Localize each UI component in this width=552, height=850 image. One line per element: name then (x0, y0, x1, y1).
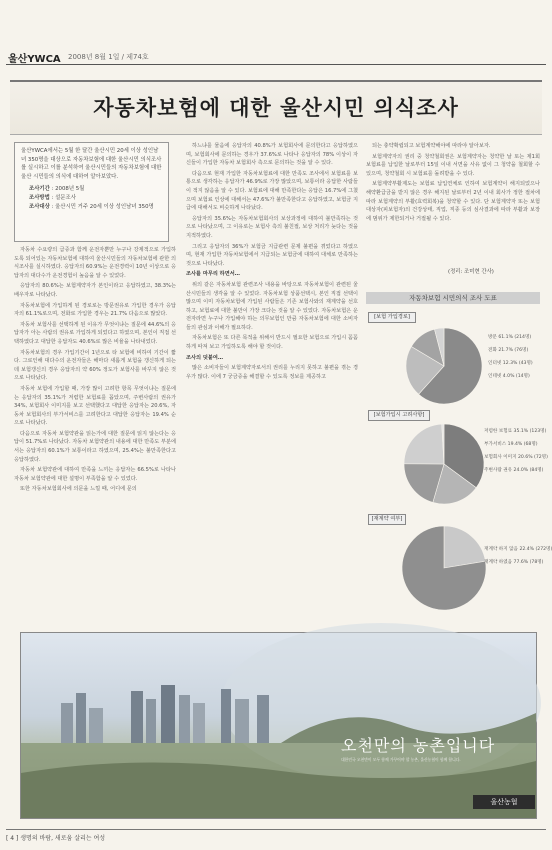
paragraph: 많은 소비자들이 보험계약자로서의 권리를 누리지 못하고 불편을 겪는 경우가 많다. 이에 7 궁금증을 해결할 수 있도록 정보를 제공하고 (186, 365, 358, 380)
paragraph: 또한 자동차보험회사에 의문을 느낄 때, 어디에 문의 (20, 486, 137, 493)
page-footer: [ 4 ] 생명의 바람, 새로움 살리는 여성 (6, 835, 106, 842)
pie-data-label: 전화 21.7% (76명) (488, 348, 529, 353)
chart-title: 자동차보험 시민의식 조사 도표 (366, 292, 540, 304)
intro-text: 울산YWCA에서는 5월 한 달간 울산시민 20세 이상 성인남녀 350명을 대상으로 자동차보험에 대한 울산시민 의식조사를 실시하고 이를 분석하여 울산시민들의 자동차보험에 대한 울산 시민들의 의식에 대하여 알아보았다. (21, 148, 162, 180)
paragraph: 위의 같은 자동차보험 관련조사 내용을 바탕으로 자동차보험이 관련된 울산시민들의 생각을 알 수 있었다. 자동차보험 상품선택시, 본인 직접 선택이 많으며 이미 자동차보험에 가입된 사람들은 기존 보험사와의 재계약을 선호하고, 보험료에 대한 불만이 가장 크다는 것을 알 수 있었다. 자동차보험은 운전자라면 누구나 가입해야 하는 의무보험인 만큼 자동차보험에 대한 소비자들의 관심과 이해가 필요하다. (186, 281, 358, 331)
advertisement (20, 632, 537, 819)
pie-slice (404, 424, 444, 464)
paragraph: 자동차보험의 경우 가입기간이 1년으로 타 보험에 비하여 기간이 짧다. 그로인해 대다수의 운전자들은 해마다 새롭게 보험을 갱신하게 되는데 보험갱신의 경우 응답자의 약 60% 정도가 보험사를 바꾸지 않은 것으로 나타났다. (14, 349, 176, 382)
paragraph: 되는 충약확립되고 보험계약해야에 따라야 알아보자. (372, 143, 491, 149)
article-title: 자동차보험에 대한 울산시민 의식조사 (93, 96, 459, 120)
paragraph: 그리고 응답자의 36%가 보험금 지급관련 문제 불편을 겪었다고 하였으며, 현재 가입한 자동차보험에서 지급되는 보험금에 대하여 대체로 만족하는 것으로 나타났다. (186, 243, 358, 267)
section-subhead: 조사를 마무리 하면서… (186, 271, 240, 278)
paragraph: 자동차보험에 가입하게 된 경로로는 방문권유로 가입한 경우가 응답자의 61.1%로으며, 전화로 가입한 경우는 21.7% 다음으로 많았다. (14, 302, 176, 318)
paragraph: 자동차보험은 또 다른 목적을 위해서 반드시 필요한 보험으로 가입시 꼼꼼하게 따져 보고 가입하도록 해야 할 것이다. (186, 335, 358, 351)
title-banner (10, 80, 542, 135)
article-column-2 (186, 142, 358, 626)
pie-chart-subscription (366, 310, 540, 408)
paragraph: 보험계약자의 권리 중 청약철회권은 보험계약자는 청약한 날 또는 제1회 보험료를 납입한 날로부터 15일 이내 서면을 사유 없이 그 청약을 철회할 수 있으며, 청약철회 시 보험료를 돌려받을 수 있다. (366, 153, 540, 177)
pie-data-label: 인테넷 4.0% (14명) (488, 374, 530, 379)
paragraph: 하느냐를 물음에 응답자의 40.8%가 보험회사에 문의한다고 응답하였으며, 보험회사에 문의하는 경우가 37.6%로 나타나 응답자의 78% 이상이 자신들이 가입한 자동차 보험회사 측으로 문의하는 것을 알 수 있다. (186, 143, 358, 167)
paragraph: 응답자의 80.6%는 보험계약자가 본인이라고 응답하였고, 38.3%는 배우자로 나타났다. (14, 283, 176, 298)
pie-chart-renewal (366, 512, 552, 620)
paragraph: 응답자의 35.6%는 자동차보험회사의 보상과정에 대하여 불만족하는 것으로 나타났으며, 그 이유로는 보험사 측의 불친절, 보상 처리가 늦다는 것을 지적하였다. (186, 215, 358, 239)
chart-panel-label: [보험 가입경로] (368, 312, 416, 323)
ad-logo: 울산농협 (473, 795, 535, 809)
article-column-3 (366, 142, 540, 264)
paragraph: 자동차 보험약관에 대하여 만족을 느끼는 응답자는 66.5%로 나타나 자동차 보험약관에 대한 설명이 부족함을 알 수 있었다. (14, 467, 176, 482)
paragraph: 자동차 보험사를 선택하게 된 이유가 무엇이냐는 질문에 44.6%의 응답자가 아는 사람의 권유로 가입하게 되었다고 하였으며, 본인이 직접 선택하였다고 대답한 응답자도 40.6%로 많은 비율을 나타내었다. (14, 321, 176, 345)
survey-meta (21, 185, 162, 211)
pie-data-label: 저렴한 보험료 35.1% (123명) (484, 429, 547, 434)
page-header (6, 50, 546, 65)
ad-cityscape-illustration (21, 633, 536, 818)
reporter-credit: (정리: 조미현 간사) (448, 269, 494, 275)
issue-info: 2008년 8월 1일 / 제74호 (68, 53, 149, 61)
pie-data-label: 주변사람 권유 24.0% (84명) (484, 468, 544, 473)
article-column-1 (14, 246, 176, 626)
section-subhead: 조사의 덧붙여… (186, 354, 224, 361)
chart-panel-label: [재계약 여부] (368, 514, 406, 525)
paragraph: 보험계약부활제도는 보험료 납입연체로 인하여 보험계약이 해지되었으나 해약환급금을 받지 않은 경우 해지된 날로부터 2년 이내 회사가 정한 절차에 따라 보험계약의 부활(효력회복)을 청약할 수 있다. 단 보험계약자 또는 보험대상자(피보험자)의 건강상태, 직업, 직종 등의 심사결과에 따라 부활과 보장에 범위가 제한되거나 거절될 수 있다. (366, 181, 540, 222)
pie-slice (444, 526, 485, 568)
pie-data-label: 재계약 하지 않음 22.4% (272명) (484, 547, 552, 552)
paragraph: 다음으로 현재 가입한 자동차보험료에 대한 만족도 조사에서 보험료를 보통으로 생각하는 응답자가 46.9%로 가장 많았으며, 보통이라 응답한 사람들이 적지 않음을 알 수 있다. 보험료에 대해 만족한다는 응답은 16.7%에 그쳤으며 보험료 인상에 대해서는 47.6%가 불만족한다고 응답하였고, 보험금 지급에 대해서도 비슷하게 나타났다. (186, 170, 358, 212)
meta-row: 조사방법 : 설문조사 (29, 194, 76, 201)
pie-chart-considerations (366, 408, 548, 508)
meta-row: 조사기간 : 2008년 5월 (29, 186, 85, 193)
ad-copy: 대한민국 오천만이 모두 함께 가꾸어야 할 농촌, 울산농협이 함께 합니다. (341, 757, 461, 762)
pie-data-label: 인터넷 12.3% (43명) (488, 361, 533, 366)
pie-data-label: 부가서비스 19.4% (68명) (484, 442, 538, 447)
meta-row: 조사대상 : 울산시민 거주 20세 이상 성인남녀 350명 (29, 203, 154, 210)
intro-box (14, 142, 169, 242)
pie-data-label: 재계약 하였음 77.6% (78명) (484, 560, 544, 565)
pie-data-label: 방문 61.1% (214명) (488, 335, 532, 340)
pie-data-label: 보험회사 이미지 20.6% (72명) (484, 455, 548, 460)
chart-panel-label: [보험가입시 고려사항] (368, 410, 430, 421)
ad-slogan: 오천만의 농촌입니다 (341, 736, 496, 755)
footer-divider (6, 829, 546, 830)
paragraph: 다음으로 자동차 보험약관을 읽는가에 대한 질문에 읽지 않는다는 응답이 51.7%로 나타났다. 자동차 보험약관의 내용에 대한 만족도 부분에서는 응답자의 60.1%가 보통이라고 하였으며, 25.4%는 불만족한다고 응답하였다. (14, 430, 176, 463)
brand-name: 울산YWCA (8, 54, 61, 65)
paragraph: 자동차 보험에 가입할 때, 가장 많이 고려한 항목 무엇이냐는 질문에는 응답자의 35.1%가 저렴한 보험료를 꼽았으며, 주변사람의 권유가 34%, 보험회사 이미지를 보고 선택했다고 대답한 응답자는 20.6%, 자동차 보험회사의 부가서비스를 고려한다고 대답한 응답자는 19.4% 순으로 나타났다. (14, 385, 176, 427)
survey-chart-panel (366, 292, 552, 622)
paragraph: 자동차 수요량의 급증과 함께 운전자뿐만 누구나 강제적으로 가입하도록 되어있는 자동차보험에 대하여 울산시민들의 자동차보험에 관한 의식조사를 실시하였다. 응답자의 60.9%는 운전경력이 10년 이상으로 응답자의 대다수가 운전경험이 높음을 알 수 있었다. (14, 247, 176, 279)
